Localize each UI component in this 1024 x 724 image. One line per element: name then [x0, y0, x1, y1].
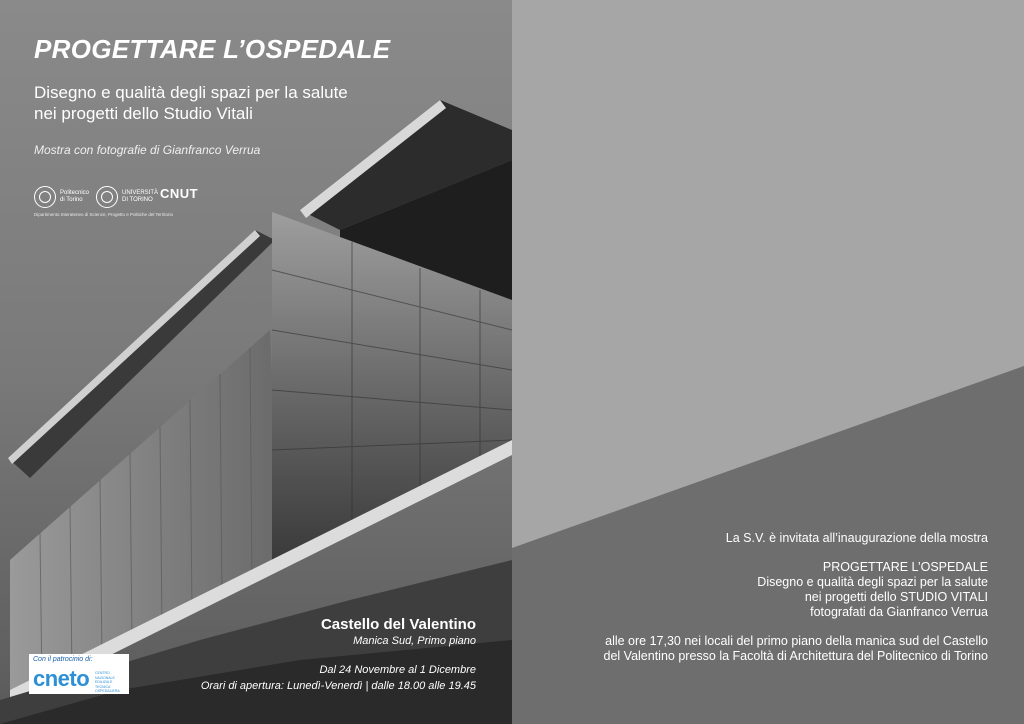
invitation-text — [528, 531, 988, 664]
invitation-panel — [512, 0, 1024, 724]
exhibition-dates: Dal 24 Novembre al 1 Dicembre — [319, 664, 476, 676]
poster-title: PROGETTARE L’OSPEDALE — [34, 34, 391, 64]
polito-logo-text: Politecnico di Torino — [60, 190, 90, 203]
invitation-intro: La S.V. è invitata all’inaugurazione della mostra — [725, 531, 988, 545]
cnut-logo-text: CNUT — [160, 186, 199, 201]
cneto-logo: cneto — [33, 666, 90, 691]
cneto-logo-subtext: CENTRO NAZIONALE EDILIZIA E TECNICA OSPEDALIERA — [95, 671, 120, 693]
unito-logo — [96, 186, 159, 208]
patronage-box — [29, 654, 129, 694]
invitation-subtitle-1: Disegno e qualità degli spazi per la salute — [757, 575, 988, 589]
photo-credit-line: Mostra con fotografie di Gianfranco Verrua — [34, 143, 261, 157]
invitation-subtitle-2: nei progetti dello STUDIO VITALI — [804, 590, 988, 604]
invitation-details-1: alle ore 17,30 nei locali del primo piano della manica sud del Castello — [605, 634, 988, 648]
opening-hours: Orari di apertura: Lunedì-Venerdì | dalle 18.00 alle 19.45 — [200, 680, 476, 692]
dates-block — [201, 662, 476, 694]
institution-logos — [34, 186, 234, 218]
unito-seal-icon — [96, 186, 118, 208]
invitation-title: PROGETTARE L’OSPEDALE — [822, 560, 988, 574]
venue-name: Castello del Valentino — [320, 616, 476, 633]
poster-subtitle: Disegno e qualità degli spazi per la salute nei progetti dello Studio Vitali — [34, 83, 348, 123]
polito-logo — [34, 186, 92, 208]
patronage-label: Con il patrocinio di: — [33, 656, 93, 663]
cnut-logo — [160, 186, 199, 201]
unito-logo-text: UNIVERSITÀ DI TORINO — [122, 190, 159, 203]
invitation-details-2: del Valentino presso la Facoltà di Architettura del Politecnico di Torino — [603, 649, 988, 663]
venue-block — [321, 616, 476, 647]
department-text: Dipartimento Interateneo di Scienze, Progetto e Politiche del Territorio — [34, 212, 173, 217]
venue-room: Manica Sud, Primo piano — [353, 635, 476, 647]
polito-seal-icon — [34, 186, 56, 208]
invitation-photographer: fotografati da Gianfranco Verrua — [810, 605, 988, 619]
